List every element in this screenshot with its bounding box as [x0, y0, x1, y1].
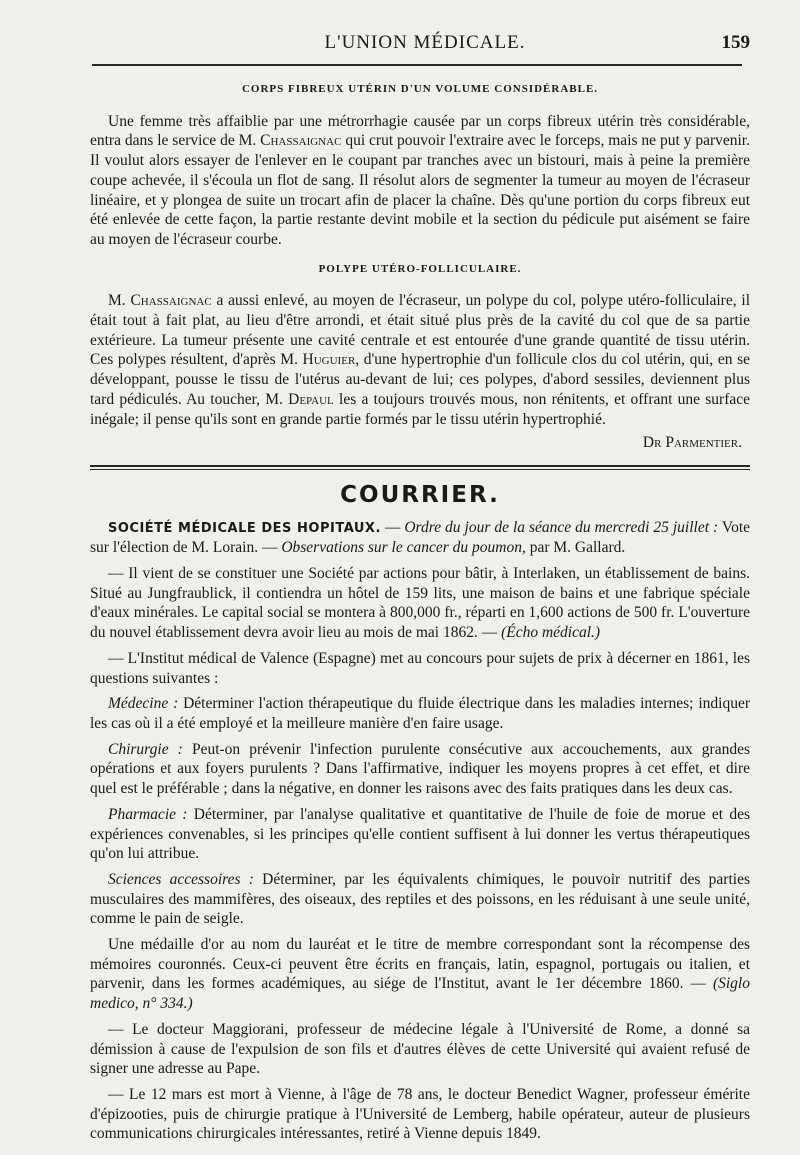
section-divider — [90, 465, 750, 470]
topic-label: Médecine : — [108, 695, 179, 713]
text-run: par M. Gallard. — [525, 539, 626, 557]
medal-paragraph — [90, 935, 750, 1014]
societe-label: SOCIÉTÉ MÉDICALE DES HOPITAUX. — [108, 520, 381, 536]
observations-text: Observations sur le cancer du poumon, — [281, 539, 526, 557]
text-run: — — [380, 518, 405, 536]
societe-paragraph — [90, 518, 750, 558]
maggiorani-paragraph: — Le docteur Maggiorani, professeur de médecine légale à l'Université de Rome, a donné sa démission à cause de l'expulsion de son fils et d'autres élèves de cette Université qui avaient refusé de signer une adresse au Pape. — [90, 1020, 750, 1078]
text-run: Déterminer l'action thérapeutique du fluide électrique dans les maladies internes; indiquer les cas où il a été employé et la meilleure manière d'en faire usage. — [90, 695, 750, 732]
signature: Dr Parmentier. — [642, 434, 742, 452]
valence-paragraph: — L'Institut médical de Valence (Espagne) met au concours pour sujets de prix à décerner en 1861, les questions suivantes : — [90, 649, 750, 687]
text-run: les a toujours trouvés mous, non rénitents, et offrant une surface inégale; il pense qu'ils sont en grande partie formés par le tissu utérin hypertrophié. — [90, 390, 751, 428]
sciences-paragraph — [90, 870, 750, 929]
source-citation: (Écho médical.) — [501, 624, 601, 642]
page-header — [100, 32, 750, 58]
text-run: Déterminer, par les équivalents chimiques, le pouvoir nutritif des parties musculaires des mammifères, des oiseaux, des reptiles et des poissons, en les réduisant à une seule unité, comme le pain de seigle. — [90, 870, 750, 928]
text-run: Peut-on prévenir l'infection purulente consécutive aux accouchements, aux grandes opérations et aux foyers purulents ? Dans l'affirmative, indiquer les moyens propres à cet effet, et dire quel est le préférable ; dans la négative, en donner les raisons avec des faits pratiques dans les deux cas. — [90, 740, 750, 798]
source-citation: (Siglo medico, n° 334.) — [90, 975, 750, 1013]
header-rule — [92, 64, 742, 66]
pharmacie-paragraph — [90, 805, 750, 864]
courrier-heading: COURRIER. — [340, 481, 500, 508]
text-run: qui crut pouvoir l'extraire avec le forceps, mais ne put y parvenir. Il voulut alors essayer de l'enlever en le coupant par tranches avec un bistouri, mais à peine la première coupe achevée, il s'écoula un flot de sang. Il résolut alors de segmenter la tumeur au moyen de l'écraseur linéaire, et y plongea de suite un trocart afin de placer la chaîne. Dès qu'une portion du corps fibreux eut été enlevée de cette façon, la partie restante devint mobile et la section du pédicule put aisément se faire au moyen de l'écraseur courbe. — [90, 132, 750, 248]
author-name: Huguier — [302, 351, 356, 369]
chirurgie-paragraph — [90, 740, 750, 799]
interlaken-paragraph — [90, 564, 750, 643]
page-body — [90, 76, 750, 1144]
topic-label: Pharmacie : — [108, 805, 188, 823]
journal-title: L'UNION MÉDICALE. — [324, 32, 526, 53]
text-run: Vote sur l'élection de M. Lorain. — — [90, 518, 750, 557]
author-name: Chassaignac — [130, 292, 212, 310]
author-name: Chassaignac — [260, 132, 342, 150]
author-name: Depaul — [288, 390, 334, 408]
agenda-text: Ordre du jour de la séance du mercredi 25 juillet : — [404, 518, 719, 536]
article2-paragraph — [90, 291, 750, 429]
article2-title: POLYPE UTÉRO-FOLLICULAIRE. — [318, 262, 522, 275]
text-run: a aussi enlevé, au moyen de l'écraseur, un polype du col, polype utéro-folliculaire, il était tout à fait plat, au lieu d'être arrondi, et était situé plus près de la cavité du col que de sa partie extérieure. La tumeur présente une cavité centrale et est entourée d'une grande quantité de tissu utérin. Ces polypes résultent, d'après M. — [90, 292, 750, 369]
text-run: — Il vient de se constituer une Société par actions pour bâtir, à Interlaken, un établissement de bains. Situé au Jungfraublick, il contiendra un hôtel de 159 lits, une maison de bains et une fabrique spéciale d'eaux minérales. Le capital social se montera à 800,000 fr., réparti en 1,600 actions de 500 fr. L'ouverture du nouvel établissement devra avoir lieu au mois de mai 1862. — — [90, 565, 750, 642]
topic-label: Chirurgie : — [108, 740, 183, 758]
text-run: M. — [108, 292, 131, 310]
page-number: 159 — [721, 32, 750, 53]
article1-paragraph — [90, 112, 750, 250]
topic-label: Sciences accessoires : — [108, 870, 254, 888]
text-run: Une femme très affaiblie par une métrorrhagie causée par un corps fibreux utérin très considérable, entra dans le service de M. — [90, 112, 750, 150]
wagner-paragraph: — Le 12 mars est mort à Vienne, à l'âge de 78 ans, le docteur Benedict Wagner, professeur émérite d'épizooties, puis de chirurgie pratique à l'Université de Lemberg, habile opérateur, auteur de plusieurs communications chirurgicales intéressantes, retiré à Vienne depuis 1849. — [90, 1085, 750, 1143]
article1-title: CORPS FIBREUX UTÉRIN D'UN VOLUME CONSIDÉRABLE. — [241, 83, 599, 95]
medecine-paragraph — [90, 694, 750, 733]
text-run: , d'une hypertrophie d'un follicule clos du col utérin, qui, en se développant, pousse le tissu de l'utérus au-devant de lui; ces polypes, d'abord sessiles, deviennent plus tard pédiculés. Au toucher, M. — [90, 351, 750, 408]
text-run: Déterminer, par l'analyse qualitative et quantitative de l'huile de foie de morue et des expériences convenables, si les principes qu'elle contient suffisent à lui donner les vertus thérapeutiques qu'on lui attribue. — [90, 805, 751, 863]
text-run: Une médaille d'or au nom du lauréat et le titre de membre correspondant sont la récompense des mémoires couronnés. Ceux-ci peuvent être écrits en français, latin, espagnol, portugais ou italien, et parvenir, dans les formes académiques, au siége de l'Institut, avant le 1er décembre 1860. — — [90, 936, 750, 993]
